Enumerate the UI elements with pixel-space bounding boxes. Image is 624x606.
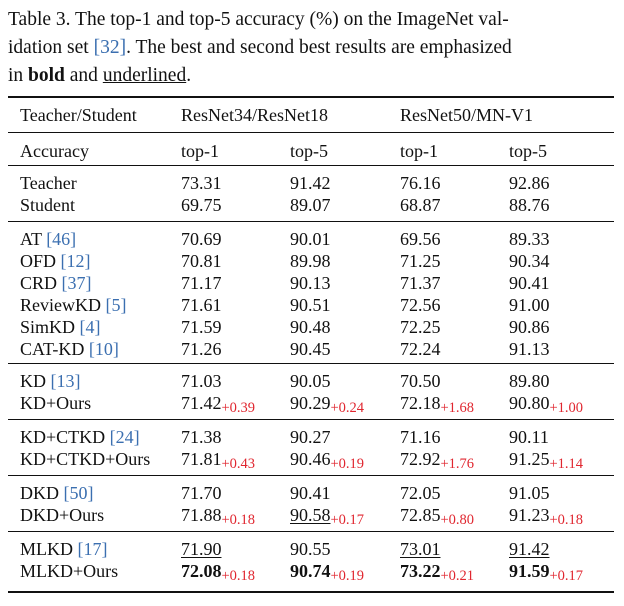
accuracy-cell — [400, 560, 474, 584]
accuracy-value: 91.05 — [509, 483, 550, 503]
accuracy-value: 91.00 — [509, 295, 550, 315]
group-rule — [8, 165, 614, 166]
accuracy-cell — [400, 448, 474, 472]
accuracy-cell — [509, 448, 583, 472]
header-top5: top-5 — [290, 141, 328, 161]
accuracy-cell — [509, 172, 550, 194]
group-rule — [8, 221, 614, 222]
header-teacher-student: Teacher/Student — [20, 105, 137, 125]
method-name — [20, 294, 126, 316]
table-row — [0, 338, 624, 360]
accuracy-value: 68.87 — [400, 195, 441, 215]
accuracy-value: 72.56 — [400, 295, 441, 315]
citation-link[interactable]: [17] — [77, 539, 108, 559]
method-name — [20, 316, 101, 338]
caption-line-3 — [8, 62, 620, 90]
caption-underlined-word: underlined — [102, 65, 187, 86]
header-top1: top-1 — [400, 141, 438, 161]
method-label: CRD — [20, 273, 62, 293]
accuracy-cell — [400, 194, 441, 216]
accuracy-value: 70.81 — [181, 251, 222, 271]
accuracy-cell — [400, 250, 441, 272]
accuracy-cell — [509, 538, 550, 560]
accuracy-value: 71.42 — [181, 393, 222, 413]
accuracy-value: 72.05 — [400, 483, 441, 503]
accuracy-cell — [181, 272, 222, 294]
accuracy-value: 89.80 — [509, 371, 550, 391]
accuracy-cell — [290, 370, 331, 392]
accuracy-cell — [290, 426, 331, 448]
accuracy-value: 90.48 — [290, 317, 331, 337]
method-label: SimKD — [20, 317, 80, 337]
accuracy-value: 91.25 — [509, 449, 550, 469]
accuracy-cell — [400, 504, 474, 528]
accuracy-cell — [400, 482, 441, 504]
method-name — [20, 482, 94, 504]
accuracy-value: 70.69 — [181, 229, 222, 249]
header-rule — [8, 132, 614, 133]
method-name — [20, 338, 119, 360]
method-label: Teacher — [20, 173, 77, 193]
accuracy-cell — [509, 272, 550, 294]
accuracy-value: 72.85 — [400, 505, 441, 525]
improvement-delta: +0.19 — [330, 456, 365, 472]
accuracy-value: 92.86 — [509, 173, 550, 193]
table-row — [0, 392, 624, 414]
method-name — [20, 560, 118, 582]
group-rule — [8, 363, 614, 364]
accuracy-cell — [509, 250, 550, 272]
method-name — [20, 538, 108, 560]
accuracy-value: 71.37 — [400, 273, 441, 293]
caption-text: idation set — [8, 37, 94, 58]
header-top1: top-1 — [181, 141, 219, 161]
accuracy-value: 71.70 — [181, 483, 222, 503]
table-row — [0, 448, 624, 470]
accuracy-value: 71.61 — [181, 295, 222, 315]
header-pair-1: ResNet34/ResNet18 — [181, 105, 328, 125]
accuracy-cell — [290, 504, 364, 528]
accuracy-value: 69.56 — [400, 229, 441, 249]
table-row — [0, 482, 624, 504]
accuracy-cell — [181, 426, 222, 448]
accuracy-cell — [290, 172, 331, 194]
table-row — [0, 172, 624, 194]
caption-line-1: Table 3. The top-1 and top-5 accuracy (%) on the ImageNet val- — [8, 9, 509, 30]
accuracy-cell — [181, 338, 222, 360]
accuracy-cell — [509, 228, 550, 250]
accuracy-value: 91.13 — [509, 339, 550, 359]
accuracy-value: 73.01 — [400, 539, 441, 559]
table-row — [0, 370, 624, 392]
accuracy-value: 90.27 — [290, 427, 331, 447]
accuracy-value: 72.08 — [181, 561, 222, 581]
citation-link[interactable]: [32] — [93, 37, 127, 58]
accuracy-cell — [181, 504, 255, 528]
accuracy-value: 71.16 — [400, 427, 441, 447]
table-row — [0, 560, 624, 582]
accuracy-cell — [181, 294, 222, 316]
improvement-delta: +0.39 — [221, 400, 256, 416]
method-label: MLKD+Ours — [20, 561, 119, 581]
header-accuracy: Accuracy — [20, 141, 89, 161]
accuracy-value: 89.07 — [290, 195, 331, 215]
accuracy-value: 90.11 — [509, 427, 549, 447]
accuracy-cell — [400, 426, 441, 448]
citation-link[interactable]: [10] — [88, 339, 119, 359]
accuracy-cell — [181, 250, 222, 272]
method-name — [20, 172, 77, 194]
method-name — [20, 228, 76, 250]
table-row — [0, 294, 624, 316]
accuracy-value: 90.01 — [290, 229, 331, 249]
accuracy-cell — [509, 194, 550, 216]
caption-text: . The best and second best results are emphasized — [126, 37, 512, 58]
accuracy-value: 91.42 — [509, 539, 550, 559]
accuracy-cell — [509, 426, 549, 448]
accuracy-value: 71.26 — [181, 339, 222, 359]
accuracy-value: 90.86 — [509, 317, 550, 337]
accuracy-value: 90.05 — [290, 371, 331, 391]
accuracy-value: 72.92 — [400, 449, 441, 469]
table-row — [0, 250, 624, 272]
accuracy-value: 72.25 — [400, 317, 441, 337]
improvement-delta: +0.17 — [330, 512, 365, 528]
table-row — [0, 228, 624, 250]
accuracy-value: 76.16 — [400, 173, 441, 193]
accuracy-value: 89.98 — [290, 251, 331, 271]
accuracy-cell — [290, 392, 364, 416]
accuracy-value: 71.88 — [181, 505, 222, 525]
accuracy-value: 90.41 — [290, 483, 331, 503]
accuracy-cell — [400, 316, 441, 338]
citation-link[interactable]: [24] — [109, 427, 140, 447]
accuracy-value: 71.59 — [181, 317, 222, 337]
improvement-delta: +0.21 — [440, 568, 475, 584]
citation-link[interactable]: [12] — [60, 251, 91, 271]
method-name — [20, 448, 150, 470]
accuracy-value: 90.46 — [290, 449, 331, 469]
accuracy-cell — [509, 338, 550, 360]
accuracy-value: 73.31 — [181, 173, 222, 193]
accuracy-cell — [509, 316, 550, 338]
accuracy-cell — [290, 538, 331, 560]
method-label: Student — [20, 195, 76, 215]
method-label: DKD — [20, 483, 64, 503]
group-rule — [8, 531, 614, 532]
accuracy-cell — [509, 392, 583, 416]
improvement-delta: +1.76 — [440, 456, 475, 472]
accuracy-cell — [400, 370, 441, 392]
group-rule — [8, 475, 614, 476]
improvement-delta: +1.00 — [549, 400, 584, 416]
accuracy-cell — [290, 228, 331, 250]
citation-link[interactable]: [37] — [61, 273, 92, 293]
accuracy-value: 90.45 — [290, 339, 331, 359]
accuracy-value: 90.58 — [290, 505, 331, 525]
improvement-delta: +0.43 — [221, 456, 256, 472]
header-pair-2: ResNet50/MN-V1 — [400, 105, 533, 125]
table-row — [0, 316, 624, 338]
table-top-rule — [8, 96, 614, 98]
table-row — [0, 538, 624, 560]
improvement-delta: +0.18 — [549, 512, 584, 528]
accuracy-value: 90.29 — [290, 393, 331, 413]
accuracy-cell — [181, 228, 222, 250]
accuracy-value: 71.90 — [181, 539, 222, 559]
method-name — [20, 370, 81, 392]
citation-link[interactable]: [13] — [50, 371, 81, 391]
accuracy-value: 71.38 — [181, 427, 222, 447]
accuracy-cell — [509, 482, 550, 504]
method-label: AT — [20, 229, 47, 249]
method-label: ReviewKD — [20, 295, 106, 315]
table-bottom-rule — [8, 591, 614, 593]
improvement-delta: +0.17 — [549, 568, 584, 584]
accuracy-cell — [290, 482, 331, 504]
accuracy-value: 69.75 — [181, 195, 222, 215]
accuracy-cell — [181, 538, 222, 560]
improvement-delta: +0.80 — [440, 512, 475, 528]
accuracy-value: 71.03 — [181, 371, 222, 391]
caption-bold-word: bold — [28, 65, 65, 86]
method-label: KD+CTKD — [20, 427, 110, 447]
accuracy-value: 90.80 — [509, 393, 550, 413]
accuracy-cell — [181, 560, 255, 584]
caption-text: in — [8, 65, 29, 86]
accuracy-value: 90.74 — [290, 561, 331, 581]
accuracy-cell — [509, 370, 550, 392]
accuracy-cell — [181, 316, 222, 338]
method-label: MLKD — [20, 539, 78, 559]
citation-link[interactable]: [46] — [46, 229, 77, 249]
caption-text: and — [64, 65, 103, 86]
accuracy-value: 91.59 — [509, 561, 550, 581]
accuracy-cell — [290, 272, 331, 294]
caption-text: . — [186, 65, 192, 86]
accuracy-cell — [509, 504, 583, 528]
accuracy-cell — [290, 448, 364, 472]
method-label: CAT-KD — [20, 339, 89, 359]
accuracy-cell — [400, 338, 441, 360]
accuracy-value: 90.51 — [290, 295, 331, 315]
table-caption — [8, 6, 620, 90]
accuracy-cell — [290, 560, 364, 584]
table-row — [0, 426, 624, 448]
header-row-pairs — [0, 104, 624, 126]
citation-link[interactable]: [5] — [105, 295, 127, 315]
method-label: OFD — [20, 251, 61, 271]
method-name — [20, 272, 92, 294]
accuracy-value: 72.18 — [400, 393, 441, 413]
accuracy-cell — [181, 370, 222, 392]
method-label: KD+CTKD+Ours — [20, 449, 151, 469]
accuracy-cell — [290, 338, 331, 360]
accuracy-cell — [400, 538, 441, 560]
accuracy-cell — [181, 482, 222, 504]
method-label: DKD+Ours — [20, 505, 105, 525]
accuracy-cell — [290, 194, 331, 216]
accuracy-cell — [181, 448, 255, 472]
accuracy-cell — [290, 316, 331, 338]
accuracy-cell — [181, 392, 255, 416]
accuracy-value: 91.23 — [509, 505, 550, 525]
accuracy-cell — [400, 272, 441, 294]
accuracy-cell — [181, 194, 222, 216]
accuracy-value: 72.24 — [400, 339, 441, 359]
method-label: KD — [20, 371, 51, 391]
improvement-delta: +0.24 — [330, 400, 365, 416]
accuracy-cell — [181, 172, 222, 194]
accuracy-value: 73.22 — [400, 561, 441, 581]
citation-link[interactable]: [50] — [63, 483, 94, 503]
group-rule — [8, 419, 614, 420]
accuracy-value: 88.76 — [509, 195, 550, 215]
method-name — [20, 194, 75, 216]
accuracy-value: 90.13 — [290, 273, 331, 293]
accuracy-value: 70.50 — [400, 371, 441, 391]
improvement-delta: +1.68 — [440, 400, 475, 416]
method-name — [20, 504, 104, 526]
table-row — [0, 504, 624, 526]
accuracy-value: 71.25 — [400, 251, 441, 271]
table-row — [0, 194, 624, 216]
header-top5: top-5 — [509, 141, 547, 161]
method-name — [20, 426, 140, 448]
improvement-delta: +0.19 — [330, 568, 365, 584]
accuracy-value: 89.33 — [509, 229, 550, 249]
accuracy-cell — [400, 228, 441, 250]
improvement-delta: +1.14 — [549, 456, 584, 472]
header-row-metrics — [0, 140, 624, 162]
accuracy-value: 71.81 — [181, 449, 222, 469]
accuracy-value: 90.41 — [509, 273, 550, 293]
accuracy-cell — [290, 294, 331, 316]
method-name — [20, 250, 91, 272]
improvement-delta: +0.18 — [221, 568, 256, 584]
accuracy-cell — [400, 172, 441, 194]
method-label: KD+Ours — [20, 393, 92, 413]
accuracy-cell — [400, 392, 474, 416]
accuracy-cell — [509, 294, 550, 316]
accuracy-value: 91.42 — [290, 173, 331, 193]
accuracy-cell — [290, 250, 331, 272]
accuracy-cell — [509, 560, 583, 584]
accuracy-value: 90.34 — [509, 251, 550, 271]
accuracy-cell — [400, 294, 441, 316]
accuracy-value: 90.55 — [290, 539, 331, 559]
table-row — [0, 272, 624, 294]
accuracy-value: 71.17 — [181, 273, 222, 293]
citation-link[interactable]: [4] — [79, 317, 101, 337]
improvement-delta: +0.18 — [221, 512, 256, 528]
caption-line-2 — [8, 34, 620, 62]
method-name — [20, 392, 91, 414]
